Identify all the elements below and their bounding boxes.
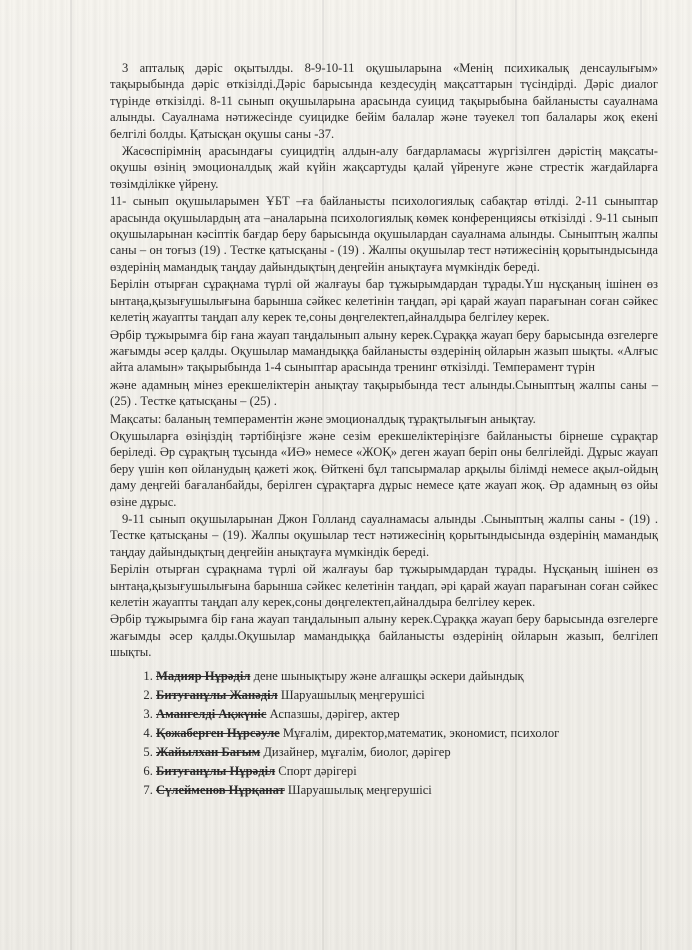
student-career: дене шынықтыру және алғашқы әскери дайындық xyxy=(253,668,524,683)
paragraph: 9-11 сынып оқушыларынан Джон Голланд сауалнамасы алынды .Сыныптың жалпы саны - (19) . Тестке қатысқаны – (19). Жалпы оқушылар тест нәтижесінің қорытындысында өздерінің мамандық таңдау дайындықтың деңгейін анықтауға мүмкіндік береді. xyxy=(110,511,658,559)
list-item xyxy=(156,705,658,724)
student-career: Шаруашылық меңгерушісі xyxy=(280,687,425,702)
paragraph: және адамның мінез ерекшеліктерін анықтау тақырыбында тест алынды.Сыныптың жалпы саны – (25) . Тестке қатысқаны – (25) . xyxy=(110,377,658,409)
student-career: Спорт дәрігері xyxy=(278,763,357,778)
paragraph: Әрбір тұжырымға бір ғана жауап таңдалынып алыну керек.Сұраққа жауап беру барысында өзгелерге жағымды әсер қалды.Оқушылар мамандыққа байланысты өздерінің ойларын жазып, белгілеп шықты. xyxy=(110,612,658,660)
student-name: Амангелді Ақжүніс xyxy=(156,706,267,721)
paragraph: Оқушыларға өзіңіздің тәртібіңізге және сезім ерекшеліктеріңізге байланысты бірнеше сұрақтар беріледі. Әр сұрақтың тұсында «ИӘ» немесе «ЖОҚ» деген жауап беріп оны белгілейді. Дұрыс жауап беру үшін көп ойланудың қажеті жоқ. Өйткені бұл тапсырмалар арқылы білімді немесе ақыл-ойдың даму деңгейі бағаланбайды, берілген сұрақтарға дұрыс немесе қате жауап жоқ. Әр адамның өз ойы өзіне дұрыс. xyxy=(110,428,658,509)
list-item xyxy=(156,667,658,686)
list-item xyxy=(156,686,658,705)
student-name: Мадияр Нұрәділ xyxy=(156,668,251,683)
student-name: Битуғанұлы Жанәділ xyxy=(156,687,278,702)
student-career: Аспазшы, дәрігер, актер xyxy=(269,706,400,721)
student-career-list xyxy=(110,667,658,800)
list-item xyxy=(156,724,658,743)
paragraph: 3 апталық дәріс оқытылды. 8-9-10-11 оқушыларына «Менің психикалық денсаулығым» тақырыбында дәріс өткізілді.Дәріс барысында кездесудің мақсаттарын түсіндірді. Дәріс диалог түрінде өткізілді. 8-11 сынып оқушыларына арасында суицид тақырыбына байланысты сауалнама алынды. Сауалнама нәтижесінде суицидке бейім балалар және тәуекел топ балалары жоқ екені белгілі болды. Қатысқан оқушы саны -37. xyxy=(110,61,658,141)
student-career: Мұғалім, директор,математик, экономист, психолог xyxy=(282,725,560,740)
list-item xyxy=(156,781,658,800)
document-body xyxy=(110,60,658,800)
list-item xyxy=(156,743,658,762)
scan-streak xyxy=(70,0,72,950)
student-career: Дизайнер, мұғалім, биолог, дәрігер xyxy=(263,744,451,759)
paragraph: Берілін отырған сұрақнама түрлі ой жалғауы бар тұжырымдардан тұрады. Нұсқаның ішінен өз ынтаңа,қызығушылығына барынша сәйкес келетінін таңдап, әрі қарай жауап парағынан соған сәйкес келетін жауапты таңдап алу керек,соны дөңгелектеп,айналдыра белгілеу керек. xyxy=(110,562,658,609)
paragraph: Берілін отырған сұрақнама түрлі ой жалғауы бар тұжырымдардан тұрады.Үш нұсқаның ішінен өз ынтаңа,қызығушылығына барынша сәйкес келетінін таңдап, әрі қарай жауап парағынан соған сәйкес келетің жауапты таңдап алу керек те,соны дөңгелектеп,айналдыра белгілеу керек. xyxy=(110,277,658,325)
student-name: Битуғанұлы Нұрәділ xyxy=(156,763,276,778)
student-name: Қожаберген Нұрсәуле xyxy=(156,725,280,740)
student-name: Сүлейменов Нұрқанат xyxy=(156,782,285,797)
paragraph: 11- сынып оқушыларымен ҰБТ –ға байланысты психологиялық сабақтар өтілді. 2-11 сыныптар арасында оқушылардың ата –аналарына психологиялық көмек конференциясы өткізілді . 9-11 сынып оқушыларынан кәсіптік бағдар беру барысында оқушылардан сауалнама алынды. Сыныптың жалпы саны – он тоғыз (19) . Тестке қатысқаны - (19) . Жалпы оқушылар тест нәтижесінің қорытындысында өздерінің мамандық таңдау дайындықтың деңгейін анықтауға мүмкіндік береді. xyxy=(110,194,658,274)
student-name: Жайылхан Бағым xyxy=(156,744,261,759)
paragraph: Мақсаты: баланың темпераментін және эмоционалдық тұрақтылығын анықтау. xyxy=(110,411,536,426)
student-career: Шаруашылық меңгерушісі xyxy=(287,782,432,797)
paragraph: Әрбір тұжырымға бір ғана жауап таңдалынып алыну керек.Сұраққа жауап беру барысында өзгелерге жағымды әсер қалды. Оқушылар мамандыққа байланысты өздерінің ойларын жазып шықты. «Алғыс айта аламын» тақырыбында 1-4 сыныптар арасында тренинг өткізілді. Темперамент түрін xyxy=(110,327,658,375)
list-item xyxy=(156,762,658,781)
paragraph: Жасөспірімнің арасындағы суицидтің алдын-алу бағдарламасы жүргізілген дәрістің мақсаты- оқушы өзінің эмоционалдық жай күйін жақсартуды қалай үйренуге және стрестік жағдайларға төзімділікке үйрену. xyxy=(110,144,658,191)
